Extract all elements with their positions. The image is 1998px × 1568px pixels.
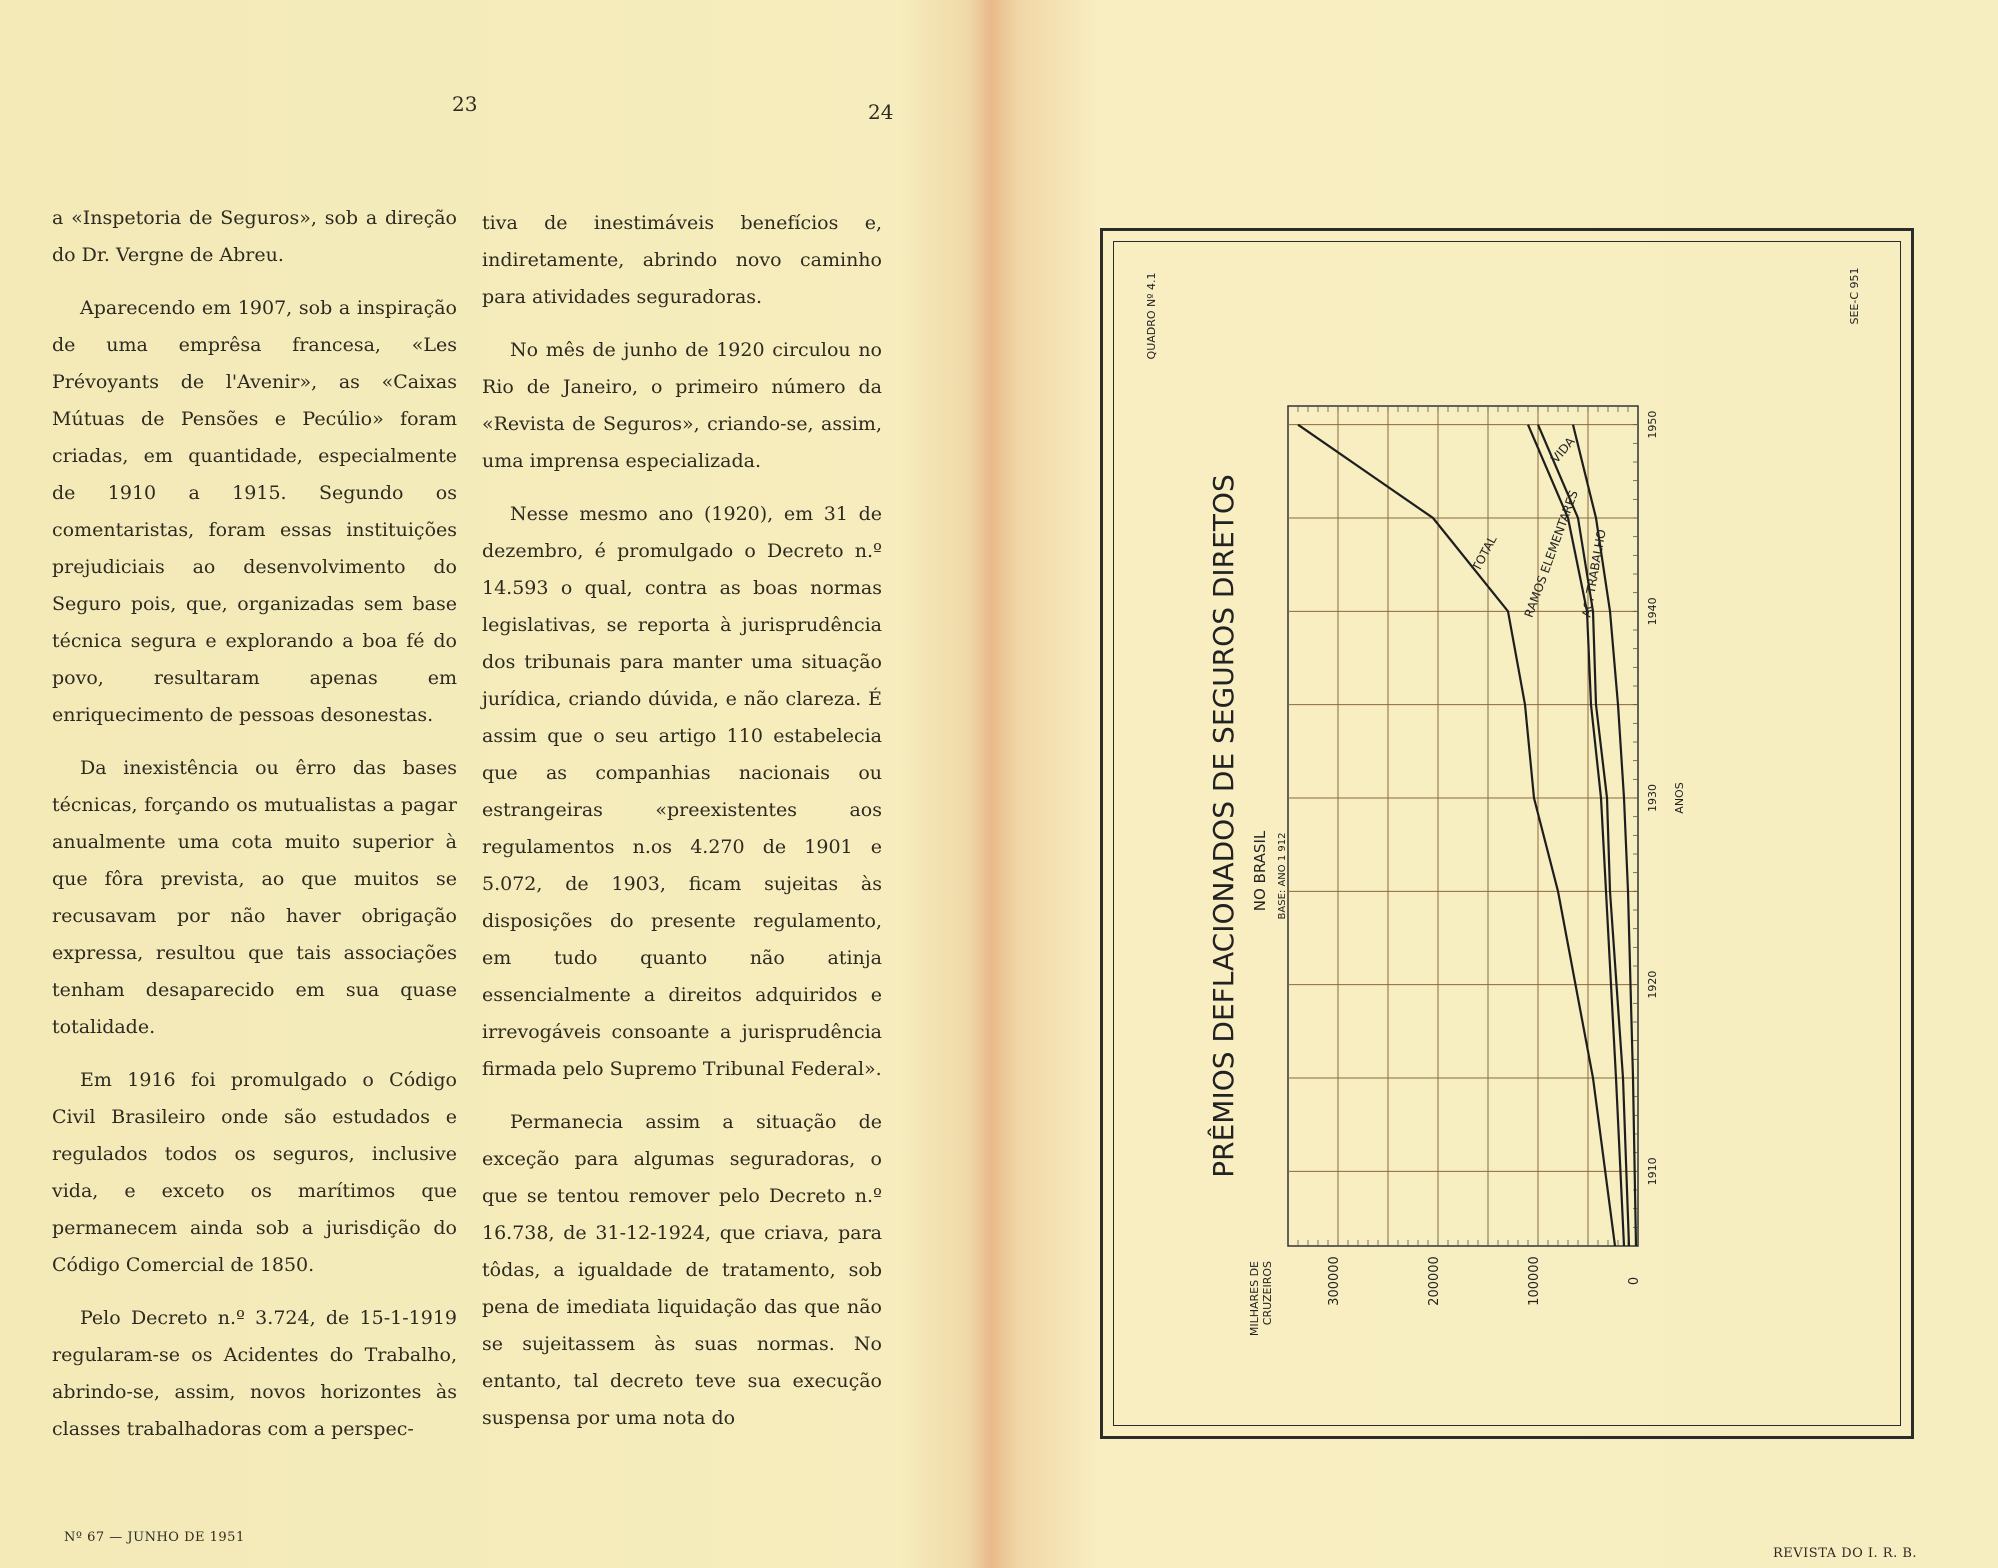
paragraph: tiva de inestimáveis benefícios e, indiretamente, abrindo novo caminho para atividades seguradoras.: [482, 212, 882, 308]
series-label: VIDA: [1548, 434, 1578, 466]
chart-svg: [1103, 231, 1911, 1436]
y-tick-label: 0: [1627, 1276, 1642, 1286]
paragraph: Aparecendo em 1907, sob a inspiração de uma emprêsa francesa, «Les Prévoyants de l'Avenir», as «Caixas Mútuas de Pensões e Pecúlio» foram criadas, em quantidade, especialmente de 1910 a 1915. Segundo os comentaristas, foram essas instituições prejudiciais ao desenvolvimento do Seguro pois, que, organizadas sem base técnica segura e explorando a boa fé do povo, resultaram apenas em enriquecimento de pessoas desonestas.: [52, 297, 457, 726]
series-label: RAMOS ELEMENTARES: [1521, 488, 1581, 620]
chart-labels: [1145, 267, 1861, 1336]
paragraph: Nesse mesmo ano (1920), em 31 de dezembro, é promulgado o Decreto n.º 14.593 o qual, contra as boas normas legislativas, se reporta à jurisprudência dos tribunais para manter uma situação jurídica, criando dúvida, e não clareza. É assim que o seu artigo 110 estabelecia que as companhias nacionais ou estrangeiras «preexistentes aos regulamentos n.os 4.270 de 1901 e 5.072, de 1903, ficam sujeitas às disposições do presente regulamento, em tudo quanto não atinja essencialmente a direitos adquiridos e irrevogáveis consoante a jurisprudência firmada pelo Supremo Tribunal Federal».: [482, 503, 882, 1080]
chart-code: SEE-C 951: [1848, 267, 1861, 325]
x-tick-label: 1930: [1646, 784, 1659, 812]
x-axis-label: ANOS: [1673, 782, 1686, 814]
chart-frame: [1100, 228, 1914, 1439]
y-tick-label: 300000: [1327, 1256, 1342, 1306]
chart-grid: [1288, 406, 1638, 1246]
series-label: AC. TRABALHO: [1579, 528, 1609, 619]
series-label: TOTAL: [1469, 533, 1500, 574]
y-axis-label: MILHARES DE: [1248, 1261, 1261, 1337]
chart-title: PRÊMIOS DEFLACIONADOS DE SEGUROS DIRETOS: [1207, 474, 1240, 1178]
page-number-23: 23: [452, 92, 478, 116]
right-page: [985, 0, 1998, 1568]
footer-issue: Nº 67 — JUNHO DE 1951: [64, 1530, 245, 1545]
x-tick-label: 1950: [1646, 410, 1659, 439]
y-axis-label: CRUZEIROS: [1261, 1261, 1274, 1326]
paragraph: a «Inspetoria de Seguros», sob a direção do Dr. Vergne de Abreu.: [52, 207, 457, 266]
y-tick-label: 200000: [1427, 1256, 1442, 1306]
y-tick-label: 100000: [1527, 1256, 1542, 1306]
footer-journal: REVISTA DO I. R. B.: [1773, 1546, 1918, 1561]
page-number-24: 24: [868, 100, 894, 124]
left-page: [0, 0, 980, 1568]
text-column-1: [52, 200, 457, 1464]
chart-subtitle: NO BRASIL: [1251, 830, 1269, 912]
text-column-2: [482, 205, 882, 1453]
plot-border: [1288, 406, 1638, 1246]
quadro-number: QUADRO Nº 4.1: [1145, 272, 1158, 360]
paragraph: No mês de junho de 1920 circulou no Rio de Janeiro, o primeiro número da «Revista de Seguros», criando-se, assim, uma imprensa especializada.: [482, 339, 882, 472]
paragraph: Em 1916 foi promulgado o Código Civil Brasileiro onde são estudados e regulados todos os seguros, inclusive vida, e exceto os marítimos que permanecem ainda sob a jurisdição do Código Comercial de 1850.: [52, 1069, 457, 1276]
x-tick-label: 1910: [1646, 1157, 1659, 1186]
chart-base-year: BASE: ANO 1 912: [1277, 832, 1288, 920]
x-tick-label: 1940: [1646, 597, 1659, 626]
series-line-ramos-elementares: [1528, 425, 1624, 1246]
paragraph: Pelo Decreto n.º 3.724, de 15-1-1919 regularam-se os Acidentes do Trabalho, abrindo-se, assim, novos horizontes às classes trabalhadoras com a perspec-: [52, 1307, 457, 1440]
paragraph: Permanecia assim a situação de exceção para algumas seguradoras, o que se tentou remover pelo Decreto n.º 16.738, de 31-12-1924, que criava, para tôdas, a igualdade de tratamento, sob pena de imediata liquidação das que não se sujeitassem às suas normas. No entanto, tal decreto teve sua execução suspensa por uma nota do: [482, 1111, 882, 1429]
chart-series: [1298, 425, 1636, 1246]
x-tick-label: 1920: [1646, 970, 1659, 999]
paragraph: Da inexistência ou êrro das bases técnicas, forçando os mutualistas a pagar anualmente uma cota muito superior à que fôra prevista, ao que muitos se recusavam por não haver obrigação expressa, resultou que tais associações tenham desaparecido em sua quase totalidade.: [52, 757, 457, 1038]
series-line-total: [1298, 425, 1615, 1246]
